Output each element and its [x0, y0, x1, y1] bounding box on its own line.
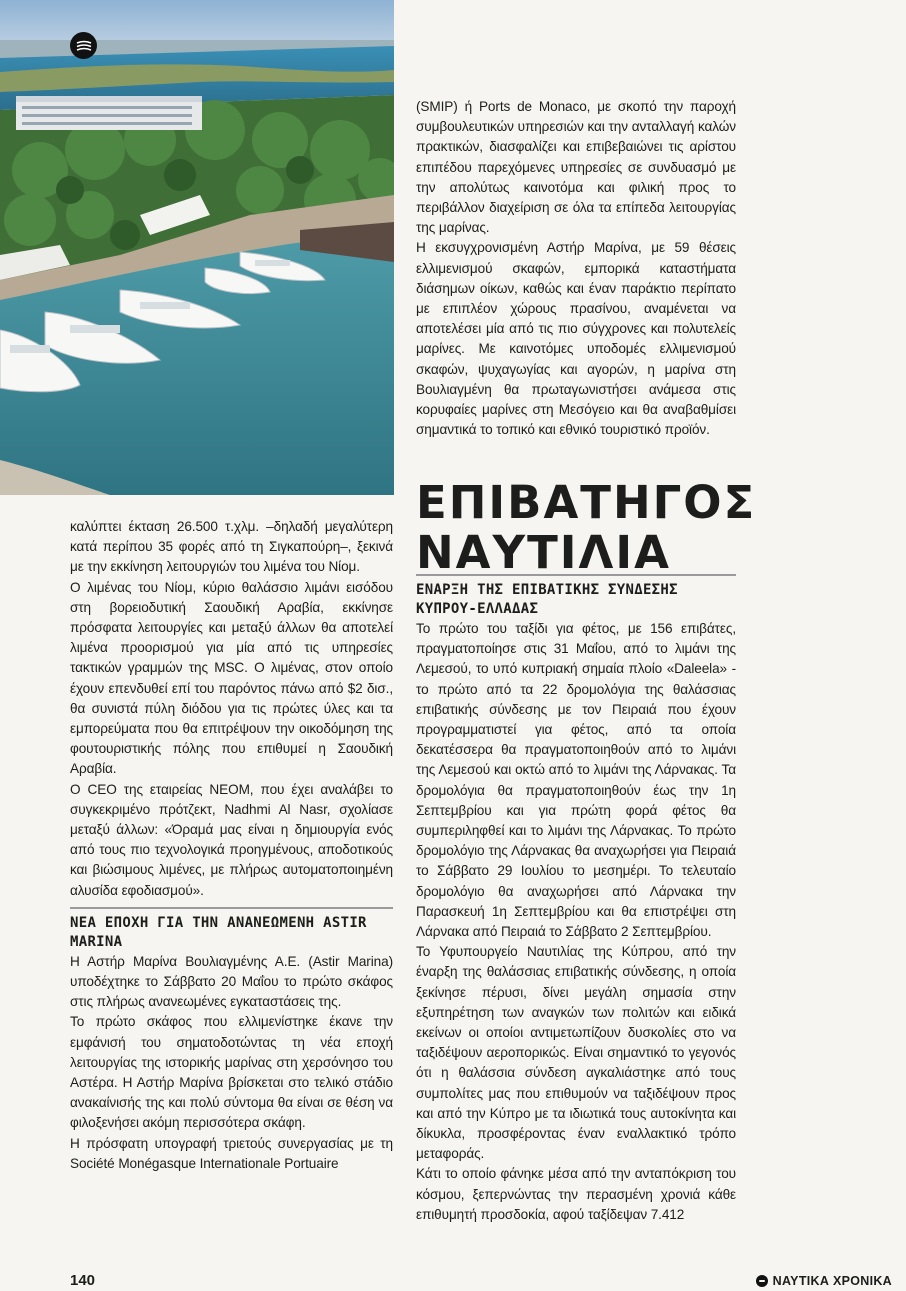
- right-paragraph-4: Το Υφυπουργείο Ναυτιλίας της Κύπρου, από την έναρξη της θαλάσσιας επιβατικής σύνδεσης, η οποία ξεκίνησε πέρυσι, δίνει μεγάλη σημασία στην εξυπηρέτηση των αναγκών των πολιτών και ειδικά εκείνων οι οποίοι αντιμετωπίζουν δυσκολίες στο να ταξιδέψουν αεροπορικώς. Είναι σημαντικό το γεγονός ότι η θαλάσσια σύνδεση αγκαλιάστηκε από τους συμπολίτες μας που επιθυμούν να ταξιδέψουν προς και από την Κύπρο με τα ιδιωτικά τους αυτοκίνητα και δίκυκλα, προσφέροντας έναν εναλλακτικό τρόπο μεταφοράς.: [416, 944, 736, 1162]
- right-column-bottom: [416, 568, 736, 1225]
- wave-lines-icon: [76, 40, 92, 52]
- right-paragraph-3: Το πρώτο του ταξίδι για φέτος, με 156 επιβάτες, πραγματοποίησε στις 31 Μαΐου, από το λιμάνι της Λεμεσού, το υπό κυπριακή σημαία πλοίο «Daleela» - το πρώτο από τα 22 δρομολόγια της θαλάσσιας επιβατικής σύνδεσης με τον Πειραιά που έχουν προγραμματιστεί για φέτος, από τα οποία δεκατέσσερα θα πραγματοποιηθούν από το λιμάνι της Λεμεσού και οκτώ από το λιμάνι της Λάρνακας. Τα δρομολόγια θα πραγματοποιηθούν έως την 1η Σεπτεμβρίου και για πρώτη φορά φέτος θα συμπεριληφθεί και το λιμάνι της Λάρνακας. Το πρώτο δρομολόγιο της Λάρνακας θα αναχωρήσει για Πειραιά το Σάββατο 29 Ιουλίου το μεσημέρι. Το τελευταίο δρομολόγιο θα αναχωρήσει από Λάρνακα την Παρασκευή 1η Σεπτεμβρίου και θα επιστρέψει στη Λάρνακα από Πειραιά το Σάββατο 2 Σεπτεμβρίου.: [416, 621, 736, 940]
- left-paragraph-3: Ο CEO της εταιρείας NEOM, που έχει αναλάβει το συγκεκριμένο πρότζεκτ, Nadhmi Al Nasr, σχολίασε μεταξύ άλλων: «Όραμά μας είναι η δημιουργία ενός από τους πιο τεχνολογικά προηγμένους, αποδοτικούς και βιώσιμους λιμένες, με πλήρως αυτοματοποιημένη αλυσίδα εφοδιασμού».: [70, 781, 393, 898]
- left-paragraph-5: Το πρώτο σκάφος που ελλιμενίστηκε έκανε την εμφάνισή του σηματοδοτώντας τη νέα εποχή λειτουργίας της ιστορικής μαρίνας στη χερσόνησο του Αστέρα. Η Αστήρ Μαρίνα βρίσκεται στο τελικό στάδιο ανακαίνισής της και πολύ σύντομα θα είναι σε θέση να φιλοξενήσει ακόμη περισσότερα σκάφη.: [70, 1014, 393, 1131]
- left-paragraph-4: Η Αστήρ Μαρίνα Βουλιαγμένης Α.Ε. (Astir Marina) υποδέχτηκε το Σάββατο 20 Μαΐου το πρώτο σκάφος στις πλήρως ανανεωμένες εγκαταστάσεις της.: [70, 953, 393, 1010]
- left-paragraph-6: Η πρόσφατη υπογραφή τριετούς συνεργασίας με τη Société Monégasque Internationale Portuaire: [70, 1135, 393, 1171]
- page-number: 140: [70, 1272, 96, 1289]
- brand-name: ΝΑΥΤΙΚΑ ΧΡΟΝΙΚΑ: [772, 1274, 892, 1288]
- right-column-top: [416, 97, 736, 440]
- marina-aerial-photo: [0, 0, 394, 495]
- cyprus-greece-subheading: ΕΝΑΡΞΗ ΤΗΣ ΕΠΙΒΑΤΙΚΗΣ ΣΥΝΔΕΣΗΣ ΚΥΠΡΟΥ-ΕΛΛΑΔΑΣ: [416, 582, 678, 617]
- right-paragraph-5: Κάτι το οποίο φάνηκε μέσα από την ανταπόκριση του κόσμου, ξεπερνώντας την περασμένη χρονιά κάθε επιθυμητή προσδοκία, αφού ταξίδεψαν 7.412: [416, 1166, 736, 1222]
- right-paragraph-2: Η εκσυγχρονισμένη Αστήρ Μαρίνα, με 59 θέσεις ελλιμενισμού σκαφών, εμπορικά καταστήματα διάσημων οίκων, καθώς και έναν παράκτιο περίπατο με επιπλέον χώρους πρασίνου, αναμένεται να αποτελέσει μία από τις πιο σύγχρονες και πολυτελείς μαρίνες. Με καινοτόμες υποδομές ελλιμενισμού σκαφών, ψυχαγωγίας και αγορών, η μαρίνα στη Βουλιαγμένη θα πρωταγωνιστήσει ανάμεσα στις κορυφαίες μαρίνες στη Μεσόγειο και θα αναβαθμίσει σημαντικά το τοπικό και εθνικό τουριστικό προϊόν.: [416, 240, 736, 438]
- magazine-logo-icon: [70, 32, 97, 59]
- brand-logo-icon: [756, 1275, 768, 1287]
- section-title: [416, 476, 757, 579]
- section-divider: [70, 907, 393, 909]
- left-paragraph-1: καλύπτει έκταση 26.500 τ.χλμ. –δηλαδή μεγαλύτερη κατά περίπου 35 φορές από τη Σιγκαπούρη–, ξεκινά με την εκκίνηση λειτουργιών του λιμένα του Νίομ.: [70, 519, 393, 575]
- left-column: [70, 517, 393, 1174]
- right-paragraph-1: (SMIP) ή Ports de Monaco, με σκοπό την παροχή συμβουλευτικών υπηρεσιών και την ανταλλαγή καλών πρακτικών, διασφαλίζει και επιβεβαιώνει τις αρίστου επιπέδου παρεχόμενες υπηρεσίες σε συνδυασμό με την απολύτως καινοτόμα και φιλική προς το περιβάλλον διαχείριση σε όλα τα επίπεδα λειτουργίας της μαρίνας.: [416, 99, 736, 236]
- left-paragraph-2: Ο λιμένας του Νίομ, κύριο θαλάσσιο λιμάνι εισόδου στη βορειοδυτική Σαουδική Αραβία, εκκίνησε πρόσφατα λειτουργίες και μεταξύ άλλων θα αποτελεί λιμένα προορισμού για μία από τις υπηρεσίες τακτικών γραμμών της MSC. Ο λιμένας, στον οποίο έχουν επενδυθεί επί του παρόντος πάνω από $2 δισ., θα συνιστά πύλη διόδου για τις πρώτες ύλες και τα εμπορεύματα που θα επιτρέψουν την οικοδόμηση της φουτουριστικής πόλης που επιθυμεί η Σαουδική Αραβία.: [70, 579, 393, 777]
- footer-brand: [756, 1274, 892, 1288]
- section-title-line-1: ΕΠΙΒΑΤΗΓΟΣ: [416, 476, 757, 529]
- astir-marina-subheading: ΝΕΑ ΕΠΟΧΗ ΓΙΑ ΤΗΝ ΑΝΑΝΕΩΜΕΝΗ ASTIR MARINA: [70, 914, 367, 950]
- section-divider: [416, 574, 736, 576]
- section-title-line-2: ΝΑΥΤΙΛΙΑ: [416, 526, 671, 579]
- marina-illustration: [0, 0, 394, 495]
